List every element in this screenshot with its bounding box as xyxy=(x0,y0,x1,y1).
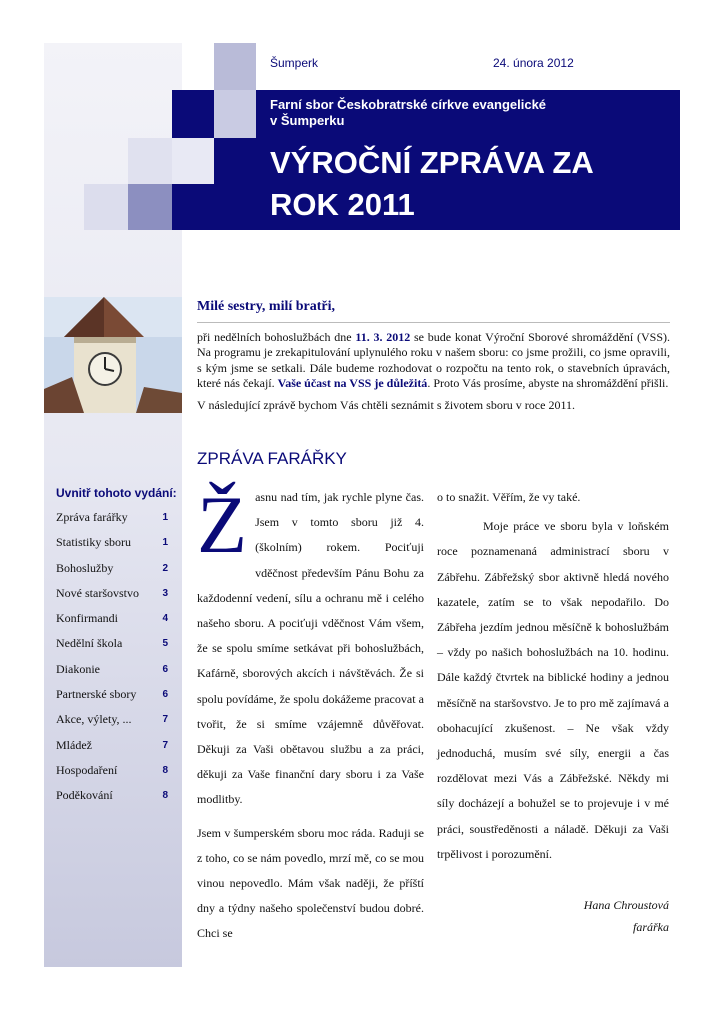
signature-role: farářka xyxy=(633,920,669,934)
decor-square xyxy=(172,138,214,184)
article-title: ZPRÁVA FARÁŘKY xyxy=(197,449,347,468)
location: Šumperk xyxy=(270,56,319,70)
date: 24. února 2012 xyxy=(493,56,574,70)
toc-item[interactable]: Zpráva farářky 1 xyxy=(56,510,168,524)
toc-item[interactable]: Mládež 7 xyxy=(56,737,168,752)
toc-item[interactable]: Akce, výlety, ... 7 xyxy=(56,712,168,727)
toc-item[interactable]: Nedělní škola 5 xyxy=(56,636,168,651)
page-title: VÝROČNÍ ZPRÁVA ZA ROK 2011 xyxy=(270,145,594,222)
decor-square xyxy=(128,184,172,230)
article-column-1: Žasnu nad tím, jak rychle plyne čas. Jsem v tomto sboru již 4. (školním) rokem. Pociťuji vděčnost především Pánu Bohu za každodenní vedení, sílu a ochranu mě i celého našeho sboru. A pociťuji vděčnost Vám všem, že se spolu smíme setkávat při bohoslužbách, Kafárně, sborových akcích i návštěvách. Že si spolu povídáme, že spolu dokážeme pracovat a tvořit, že si smíme vzájemně důvěřovat. Děkuji za Vaši obětavou službu a za práci, děkuji za Vaše finanční dary sboru i za Vaše modlitby. Jsem v šumperském sboru moc ráda. Raduji se z toho, co se nám povedlo, mrzí mě, co se mou vinou nepovedlo. Mám však naději, že příští dny a týdny našeho společenství budou dobré. Chci se xyxy=(197,479,424,941)
meeting-date: 11. 3. 2012 xyxy=(355,330,411,344)
toc-item[interactable]: Hospodaření 8 xyxy=(56,762,168,777)
toc-item[interactable]: Partnerské sbory 6 xyxy=(56,687,168,702)
decor-square xyxy=(84,184,128,230)
decor-square xyxy=(214,90,256,138)
toc-item[interactable]: Konfirmandi 4 xyxy=(56,611,168,626)
church-tower-photo xyxy=(44,297,182,413)
toc-item[interactable]: Bohoslužby 2 xyxy=(56,560,168,575)
toc-item[interactable]: Poděkování 8 xyxy=(56,788,168,803)
emphasis: Vaše účast na VSS je důležitá xyxy=(277,376,428,391)
toc-item[interactable]: Diakonie 6 xyxy=(56,661,168,676)
greeting: Milé sestry, milí bratři, xyxy=(197,299,336,314)
toc-item[interactable]: Statistiky sboru 1 xyxy=(56,535,168,550)
divider xyxy=(197,322,670,323)
decor-square xyxy=(214,138,256,184)
intro-text: při nedělních bohoslužbách dne 11. 3. 2012 se bude konat Výroční Sborové shromáždění (VSS). Na programu je zrekapitulování uplynulého roku v našem sboru: co jsme prožili, co jsme opravili, s kým jsme se setkali. Dále budeme rozhodovat o rozpočtu na tento rok, o stavebních úpravách, které nás čekají. Vaše účast na VSS je důležitá. Proto Vás prosíme, abyste na shromáždění přišli. V následující zprávě bychom Vás chtěli seznámit s životem sboru v roce 2011. xyxy=(197,330,670,412)
organization-name: Farní sbor Českobratrské církve evangelické v Šumperku xyxy=(270,97,547,128)
drop-cap: Ž xyxy=(197,479,248,570)
toc-title: Uvnitř tohoto vydání: xyxy=(56,486,177,500)
article-column-2: o to snažit. Věřím, že vy také. Moje práce ve sboru byla v loňském roce poznamenaná administrací sboru v Zábřehu. Zábřežský sbor aktivně hledá nového kazatele, zatím se to však nepodařilo. Do Zábřeha jezdím jednou měsíčně k bohoslužbám – vždy po našich bohoslužbách na 10. hodinu. Dále každý čtvrtek na biblické hodiny a jednou měsíčně na staršovstvo. Je to pro mě zajímavá a obohacující zkušenost. – Ne však vždy jednoduchá, musím své síly, energii a čas rozdělovat mezi Vás a Zábřežské. Někdy mi síly docházejí a bohužel se to projevuje i v mé práci, soustředěnosti a náladě. Děkuji za Vaši trpělivost i porozumění. xyxy=(437,490,669,861)
decor-square xyxy=(214,43,256,90)
decor-square xyxy=(128,138,172,184)
table-of-contents xyxy=(56,510,168,814)
signature-name: Hana Chroustová xyxy=(583,898,669,912)
toc-item[interactable]: Nové staršovstvo 3 xyxy=(56,585,168,600)
